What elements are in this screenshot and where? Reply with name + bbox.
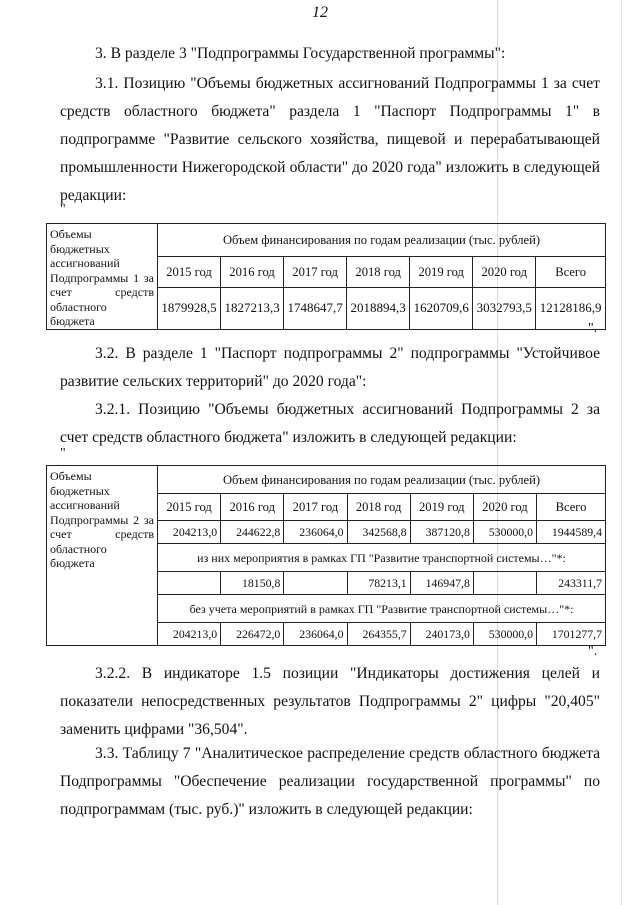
table1-value: 3032793,5 [473,288,536,329]
table1-year: 2016 год [221,256,284,288]
table2-year: 2019 год [410,494,473,521]
table2-total-value: 342568,8 [347,521,410,544]
table1-value-total: 12128186,9 [536,288,606,329]
table2-year: 2020 год [473,494,536,521]
paragraph-3-3: 3.3. Таблицу 7 "Аналитическое распределение средств областного бюджета Подпрограммы "Обеспечение реализации государственной программы" по подпрограммам (тыс. руб.)" изложить в следующей редакции: [60,745,600,818]
table2-without-value: 236064,0 [284,623,347,646]
table2-transport-value: 78213,1 [347,572,410,595]
table2-without-value: 530000,0 [473,623,536,646]
table2-without-value: 226472,0 [221,623,284,646]
table1-value: 1620709,6 [410,288,473,329]
table2-total-value: 204213,0 [158,521,221,544]
table2-year: 2016 год [221,494,284,521]
table1-label: Объемы бюджетных ассигнований Подпрограммы 1 за счет средств областного бюджета [47,224,158,330]
table1-value: 1827213,3 [221,288,284,329]
table1-year: 2020 год [473,256,536,288]
table2-total-value-sum: 1944589,4 [537,521,606,544]
scan-fold-line-right [621,0,622,905]
table2-total-value: 387120,8 [410,521,473,544]
section-3-heading: 3. В разделе 3 "Подпрограммы Государственной программы": [95,45,506,62]
table2-header: Объем финансирования по годам реализации (тыс. рублей) [158,466,606,494]
table1-year: 2019 год [410,256,473,288]
table2-subhead-without: без учета мероприятий в рамках ГП "Развитие транспортной системы…"*: [158,595,606,623]
table2-transport-value [473,572,536,595]
table2-without-value: 264355,7 [347,623,410,646]
table1-value: 2018894,3 [347,288,410,329]
table2-transport-value [284,572,347,595]
close-quote-1: ". [588,321,598,336]
table2-subhead-transport: из них мероприятия в рамках ГП "Развитие транспортной системы…"*: [158,544,606,572]
paragraph-3-2-2: 3.2.2. В индикаторе 1.5 позиции "Индикаторы достижения целей и показатели непосредственных результатов Подпрограммы 2" цифры "20,405" заменить цифрами "36,504". [60,665,600,738]
page-number: 12 [312,4,328,21]
budget-table-subprogram-1 [46,223,606,330]
table2-transport-value: 18150,8 [221,572,284,595]
table2-without-value-sum: 1701277,7 [537,623,606,646]
open-quote-1: " [60,202,66,217]
table2-transport-value-sum: 243311,7 [537,572,606,595]
table2-total-value: 530000,0 [473,521,536,544]
table2-transport-value: 146947,8 [410,572,473,595]
table1-year: 2017 год [284,256,347,288]
table1-year: 2015 год [158,256,221,288]
budget-table-subprogram-2 [46,465,606,646]
close-quote-2: ". [588,644,598,659]
table2-without-value: 204213,0 [158,623,221,646]
paragraph-3-1: 3.1. Позицию "Объемы бюджетных ассигнований Подпрограммы 1 за счет средств областного бюджета" раздела 1 "Паспорт Подпрограммы 1" в подпрограмме "Развитие сельского хозяйства, пищевой и перерабатывающей промышленности Нижегородской области" до 2020 года" изложить в следующей редакции: [60,75,600,204]
open-quote-2: " [60,446,66,461]
table2-year: 2017 год [284,494,347,521]
table2-transport-value [158,572,221,595]
table2-year: 2015 год [158,494,221,521]
table1-value: 1748647,7 [284,288,347,329]
table2-year-total: Всего [537,494,606,521]
table2-total-value: 236064,0 [284,521,347,544]
table2-without-value: 240173,0 [410,623,473,646]
table2-year: 2018 год [347,494,410,521]
table1-year-total: Всего [536,256,606,288]
paragraph-3-2: 3.2. В разделе 1 "Паспорт подпрограммы 2" подпрограммы "Устойчивое развитие сельских территорий" до 2020 года": [60,345,600,390]
table1-header: Объем финансирования по годам реализации (тыс. рублей) [158,224,606,257]
table1-value: 1879928,5 [158,288,221,329]
paragraph-3-2-1: 3.2.1. Позицию "Объемы бюджетных ассигнований Подпрограммы 2 за счет средств областного бюджета" изложить в следующей редакции: [60,401,600,446]
table2-label: Объемы бюджетных ассигнований Подпрограммы 2 за счет средств областного бюджета [47,466,158,646]
table2-total-value: 244622,8 [221,521,284,544]
table1-year: 2018 год [347,256,410,288]
